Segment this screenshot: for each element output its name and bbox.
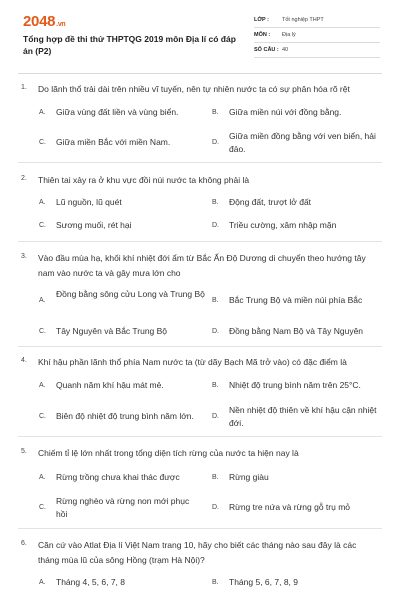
question-text: Do lãnh thổ trải dài trên nhiều vĩ tuyến, nên tự nhiên nước ta có sự phân hóa rõ rệt	[38, 84, 350, 94]
question-divider	[18, 346, 382, 347]
question-text: Căn cứ vào Atlat Địa lí Việt Nam trang 10, hãy cho biết các tháng nào sau đây là các tháng mùa lũ của sông Hồng (trạm Hà Nội)?	[38, 540, 357, 565]
question-text: Thiên tai xảy ra ở khu vực đồi núi nước ta không phải là	[38, 175, 250, 185]
meta-row-count: SỐ CÂU : 40	[254, 43, 380, 58]
question-text: Khí hậu phần lãnh thổ phía Nam nước ta (từ dãy Bạch Mã trở vào) có đặc điểm là	[38, 357, 347, 367]
question-divider	[18, 436, 382, 437]
question-divider	[18, 241, 382, 242]
question-divider	[18, 528, 382, 529]
document-meta	[254, 13, 380, 58]
document-title: Tổng hợp đề thi thử THPTQG 2019 môn Địa lí có đáp án (P2)	[23, 34, 236, 56]
meta-row-subject: MÔN : Địa lý	[254, 28, 380, 43]
question-text: Vào đầu mùa hạ, khối khí nhiệt đới ẩm từ Bắc Ấn Độ Dương di chuyển theo hướng tây nam vào nước ta và gây mưa lớn cho	[38, 253, 366, 278]
question-divider	[18, 162, 382, 163]
site-logo[interactable]: 2048.vn	[23, 13, 66, 30]
document-header	[0, 0, 400, 72]
question-text: Chiếm tỉ lệ lớn nhất trong tổng diện tích rừng của nước ta hiện nay là	[38, 448, 299, 458]
meta-row-class: LỚP : Tốt nghiệp THPT	[254, 13, 380, 28]
header-divider	[18, 73, 382, 74]
